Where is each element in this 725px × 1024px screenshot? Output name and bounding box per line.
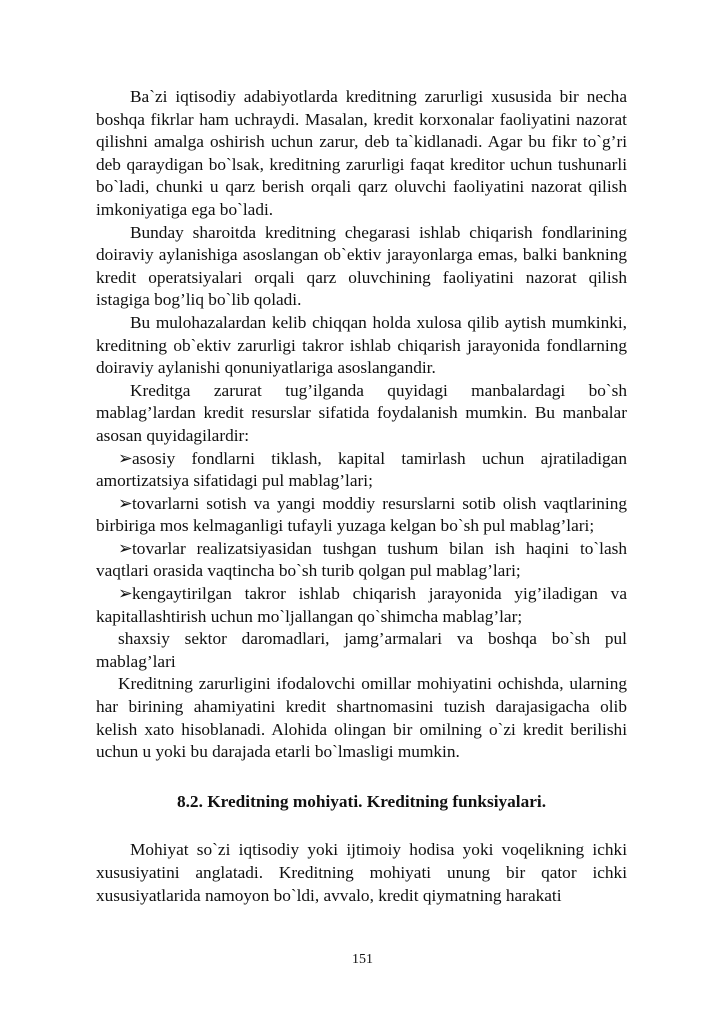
bullet-text: asosiy fondlarni tiklash, kapital tamirlash uchun ajratiladigan amortizatsiya sifatidagi pul mablag’lari;: [96, 448, 627, 491]
bullet-arrow-icon: ➢: [118, 538, 133, 558]
paragraph-6: Kreditning zarurligini ifodalovchi omillar mohiyatini ochishda, ularning har birining ahamiyatini kredit shartnomasini tuzish darajasigacha olib kelish xato hisoblanadi. Alohida olingan bir omilning o`zi kredit berilishi uchun u yoki bu darajada etarli bo`lmasligi mumkin.: [96, 674, 627, 762]
bullet-arrow-icon: ➢: [118, 584, 133, 604]
page-number: 151: [352, 952, 373, 967]
page-body: [96, 86, 627, 907]
paragraph-2: Bunday sharoitda kreditning chegarasi ishlab chiqarish fondlarining doiraviy aylanishiga asoslangan ob`ektiv jarayonlarga emas, balki bankning kredit operatsiyalari orqali qarz oluvchining faoliyatini nazorat qilish istagiga bog’liq bo`lib qoladi.: [96, 222, 627, 310]
bullet-text: kengaytirilgan takror ishlab chiqarish jarayonida yig’iladigan va kapitallashtirish uchun mo`ljallangan qo`shimcha mablag’lar;: [96, 584, 627, 626]
paragraph-4: Kreditga zarurat tug’ilganda quyidagi manbalardagi bo`sh mablag’lardan kredit resurslar sifatida foydalanish mumkin. Bu manbalar asosan quyidagilardir:: [96, 380, 627, 445]
paragraph-7: Mohiyat so`zi iqtisodiy yoki ijtimoiy hodisa yoki voqelikning ichki xususiyatini anglatadi. Kreditning mohiyati unung bir qator ichki xususiyatlarida namoyon bo`ldi, avvalo, kredit qiymatning harakati: [96, 840, 627, 905]
paragraph-1: Ba`zi iqtisodiy adabiyotlarda kreditning zarurligi xususida bir necha boshqa fikrlar ham uchraydi. Masalan, kredit korxonalar faoliyatini nazorat qilishni amalga oshirish uchun zarur, deb ta`kidlanadi. Agar bu fikr to`g’ri deb qaraydigan bo`lsak, kreditning zarurligi faqat kreditor uchun tushunarli bo`ladi, chunki u qarz berish orqali qarz oluvchi faoliyatini nazorat qilish imkoniyatiga ega bo`ladi.: [96, 87, 627, 219]
bullet-item: [96, 493, 627, 538]
section-heading: 8.2. Kreditning mohiyati. Kreditning funksiyalari.: [176, 791, 547, 811]
bullet-arrow-icon: ➢: [118, 493, 133, 513]
bullet-item: [96, 448, 627, 493]
bullet-text: tovarlar realizatsiyasidan tushgan tushum bilan ish haqini to`lash vaqtlari orasida vaqtincha bo`sh turib qolgan pul mablag’lari;: [96, 538, 627, 581]
bullet-item: [96, 583, 627, 628]
paragraph-3: Bu mulohazalardan kelib chiqqan holda xulosa qilib aytish mumkinki, kreditning ob`ektiv zarurligi takror ishlab chiqarish jarayonida fondlarning doiraviy aylanishi qonuniyatlariga asoslangandir.: [96, 312, 627, 378]
bullet-item: [96, 538, 627, 583]
bullet-arrow-icon: ➢: [118, 448, 133, 468]
bullet-text: tovarlarni sotish va yangi moddiy resurslarni sotib olish vaqtlarining birbiriga mos kelmaganligi tufayli yuzaga kelgan bo`sh pul mablag’lari;: [96, 493, 627, 536]
paragraph-5: shaxsiy sektor daromadlari, jamg’armalari va boshqa bo`sh pul mablag’lari: [96, 629, 627, 671]
